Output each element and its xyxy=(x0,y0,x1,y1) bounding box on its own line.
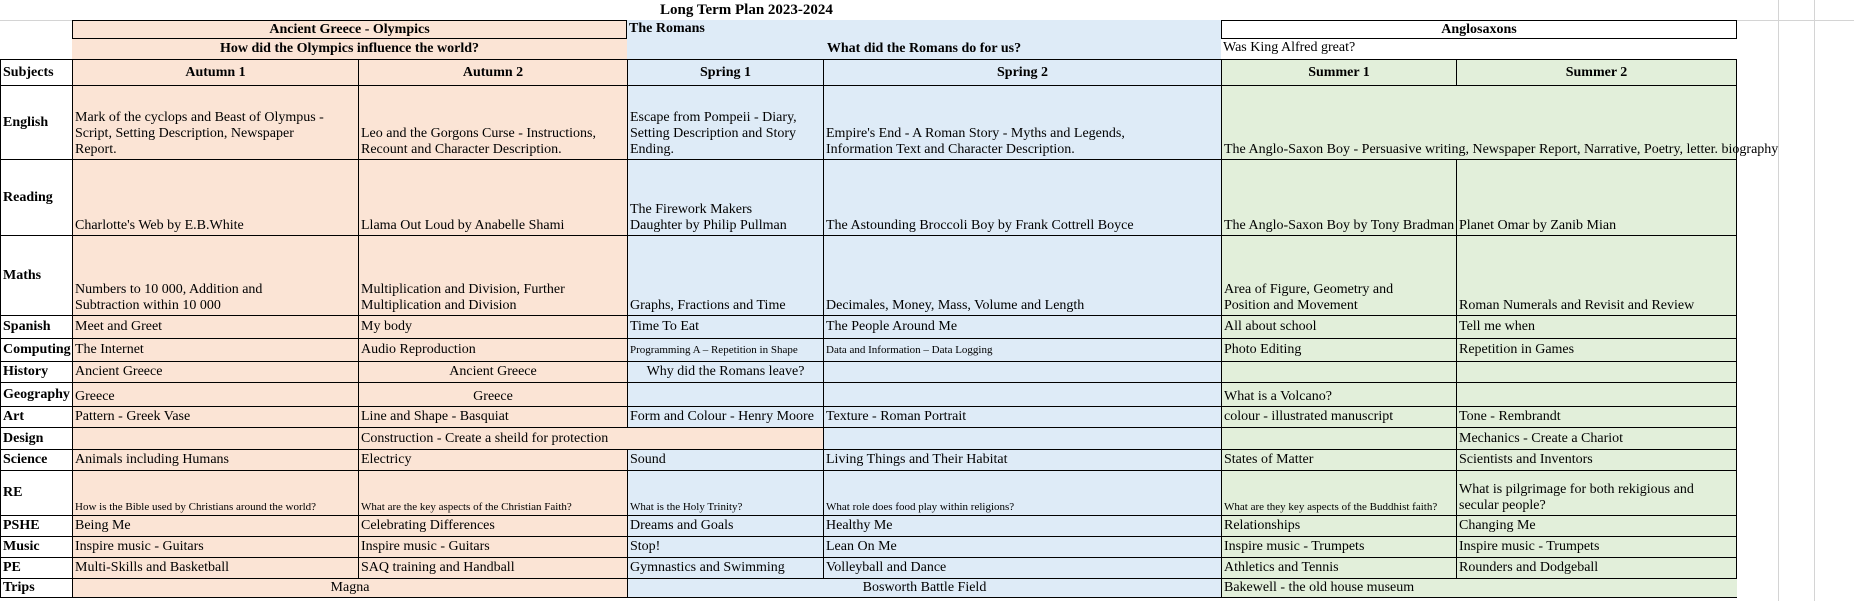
design-s2[interactable] xyxy=(823,427,1221,449)
spanish-a1[interactable] xyxy=(72,315,358,338)
spanish-su2[interactable] xyxy=(1456,315,1737,338)
english-s1[interactable] xyxy=(627,85,823,159)
header-spring-1[interactable] xyxy=(627,59,823,85)
music-su2-text: Inspire music - Trumpets xyxy=(1459,539,1600,554)
re-su1[interactable] xyxy=(1221,470,1456,515)
spanish-s2-text: The People Around Me xyxy=(826,319,958,334)
spanish-a1-text: Meet and Greet xyxy=(75,319,163,334)
reading-s1-line: The Firework Makers xyxy=(630,202,753,217)
re-su2-line: What is pilgrimage for both rekigious and xyxy=(1459,482,1694,497)
subject-art-text: Art xyxy=(3,409,24,424)
pe-su1[interactable] xyxy=(1221,557,1456,578)
geography-a1[interactable] xyxy=(72,382,358,406)
pe-su2-text: Rounders and Dodgeball xyxy=(1459,560,1599,575)
reading-a1-text: Charlotte's Web by E.B.White xyxy=(75,218,244,233)
maths-su1-line: Area of Figure, Geometry and xyxy=(1224,282,1394,297)
header-spring-2[interactable] xyxy=(823,59,1221,85)
question-romans[interactable]: What did the Romans do for us? xyxy=(627,39,1221,59)
computing-su2[interactable] xyxy=(1456,338,1737,361)
header-summer-2[interactable] xyxy=(1456,59,1737,85)
art-s1[interactable] xyxy=(627,406,823,427)
pshe-s2[interactable] xyxy=(823,515,1221,536)
english-a1-line: Script, Setting Description, Newspaper xyxy=(75,126,294,141)
subject-geography-text: Geography xyxy=(3,386,70,402)
reading-a2[interactable] xyxy=(358,159,627,235)
gridline xyxy=(1778,0,1779,601)
computing-su1[interactable] xyxy=(1221,338,1456,361)
subject-reading-text: Reading xyxy=(3,189,53,205)
pshe-su2-text: Changing Me xyxy=(1459,518,1536,533)
re-s1[interactable] xyxy=(627,470,823,515)
geography-a2-text: Greece xyxy=(473,389,513,404)
subject-music-text: Music xyxy=(3,539,40,554)
reading-s1[interactable] xyxy=(627,159,823,235)
pe-a2-text: SAQ training and Handball xyxy=(361,560,515,575)
maths-s1[interactable] xyxy=(627,235,823,315)
history-a2[interactable] xyxy=(358,361,627,382)
reading-su2[interactable] xyxy=(1456,159,1737,235)
reading-su1[interactable] xyxy=(1221,159,1456,235)
reading-s1-line: Daughter by Philip Pullman xyxy=(630,218,787,233)
subject-english-text: English xyxy=(3,114,49,130)
computing-s2-text: Data and Information – Data Logging xyxy=(826,343,993,356)
subject-pe[interactable] xyxy=(0,557,72,578)
trip-romans[interactable] xyxy=(627,578,1221,598)
reading-su1-text: The Anglo-Saxon Boy by Tony Bradman xyxy=(1224,218,1455,233)
pe-s2[interactable] xyxy=(823,557,1221,578)
science-s1[interactable] xyxy=(627,449,823,470)
re-s2[interactable] xyxy=(823,470,1221,515)
computing-s1[interactable] xyxy=(627,338,823,361)
english-summer-text: The Anglo-Saxon Boy - Persuasive writing, Newspaper Report, Narrative, Poetry, letter. biography xyxy=(1224,142,1779,157)
subject-design-text: Design xyxy=(3,430,44,446)
page-title: Long Term Plan 2023-2024 xyxy=(660,2,833,18)
header-summer-1[interactable] xyxy=(1221,59,1456,85)
topic-greece[interactable]: Ancient Greece - Olympics xyxy=(72,20,627,39)
english-a1-line: Mark of the cyclops and Beast of Olympus - xyxy=(75,110,324,125)
pe-a2[interactable] xyxy=(358,557,627,578)
maths-s2-text: Decimales, Money, Mass, Volume and Length xyxy=(826,298,1085,313)
english-a2[interactable] xyxy=(358,85,627,159)
design-su2-text: Mechanics - Create a Chariot xyxy=(1459,430,1624,446)
science-su1-text: States of Matter xyxy=(1224,452,1314,467)
re-a1[interactable] xyxy=(72,470,358,515)
music-s1[interactable] xyxy=(627,536,823,557)
subject-pshe[interactable] xyxy=(0,515,72,536)
reading-s2[interactable] xyxy=(823,159,1221,235)
design-su2[interactable] xyxy=(1456,427,1737,449)
music-a1[interactable] xyxy=(72,536,358,557)
trip-greece-text: Magna xyxy=(330,580,370,595)
music-s1-text: Stop! xyxy=(630,539,661,554)
pe-s2-text: Volleyball and Dance xyxy=(826,560,947,575)
maths-a1-line: Subtraction within 10 000 xyxy=(75,298,221,313)
music-su1-text: Inspire music - Trumpets xyxy=(1224,539,1365,554)
question-anglosaxons[interactable]: Was King Alfred great? xyxy=(1221,39,1737,59)
geography-su2[interactable] xyxy=(1456,382,1737,406)
music-a2-text: Inspire music - Guitars xyxy=(361,539,490,554)
subject-re[interactable] xyxy=(0,470,72,515)
history-su1[interactable] xyxy=(1221,361,1456,382)
subject-design[interactable] xyxy=(0,427,72,449)
science-s2-text: Living Things and Their Habitat xyxy=(826,452,1008,467)
pe-su2[interactable] xyxy=(1456,557,1737,578)
maths-su2[interactable] xyxy=(1456,235,1737,315)
art-su1-text: colour - illustrated manuscript xyxy=(1224,409,1394,424)
art-a2-text: Line and Shape - Basquiat xyxy=(361,409,509,424)
subject-geography[interactable] xyxy=(0,382,72,406)
science-su2[interactable] xyxy=(1456,449,1737,470)
english-s2[interactable] xyxy=(823,85,1221,159)
art-a2[interactable] xyxy=(358,406,627,427)
spanish-s1-text: Time To Eat xyxy=(630,319,700,334)
english-a2-line: Leo and the Gorgons Curse - Instructions, xyxy=(361,126,596,141)
header-autumn-1[interactable] xyxy=(72,59,358,85)
art-su2[interactable] xyxy=(1456,406,1737,427)
gridline xyxy=(1814,0,1815,601)
computing-a1-text: The Internet xyxy=(75,342,144,357)
maths-su1-line: Position and Movement xyxy=(1224,298,1358,313)
pe-s1-text: Gymnastics and Swimming xyxy=(630,560,785,575)
science-s2[interactable] xyxy=(823,449,1221,470)
spanish-a2[interactable] xyxy=(358,315,627,338)
header-subjects[interactable] xyxy=(0,59,72,85)
art-s2[interactable] xyxy=(823,406,1221,427)
spanish-s2[interactable] xyxy=(823,315,1221,338)
pshe-a1[interactable] xyxy=(72,515,358,536)
maths-a2-line: Multiplication and Division xyxy=(361,298,517,313)
art-s2-text: Texture - Roman Portrait xyxy=(826,409,967,424)
reading-su2-text: Planet Omar by Zanib Mian xyxy=(1459,218,1617,233)
art-a1-text: Pattern - Greek Vase xyxy=(75,409,191,424)
re-s2-text: What role does food play within religions? xyxy=(826,501,1015,513)
pe-a1[interactable] xyxy=(72,557,358,578)
subject-reading[interactable] xyxy=(0,159,72,235)
subject-trips[interactable] xyxy=(0,578,72,598)
subject-history-text: History xyxy=(3,364,49,379)
maths-a2[interactable] xyxy=(358,235,627,315)
reading-a1[interactable] xyxy=(72,159,358,235)
spanish-s1[interactable] xyxy=(627,315,823,338)
english-s2-line: Empire's End - A Roman Story - Myths and Legends, xyxy=(826,126,1125,141)
header-autumn-2[interactable] xyxy=(358,59,627,85)
english-summer[interactable] xyxy=(1221,85,1779,159)
header-spring-1-text: Spring 1 xyxy=(700,64,751,80)
pshe-a1-text: Being Me xyxy=(75,518,131,533)
spanish-su2-text: Tell me when xyxy=(1459,319,1535,334)
pe-a1-text: Multi-Skills and Basketball xyxy=(75,560,229,575)
re-a1-text: How is the Bible used by Christians around the world? xyxy=(75,501,317,513)
english-a2-line: Recount and Character Description. xyxy=(361,142,562,157)
re-a2-text: What are the key aspects of the Christian Faith? xyxy=(361,501,572,513)
pshe-su1[interactable] xyxy=(1221,515,1456,536)
subject-pe-text: PE xyxy=(3,560,21,575)
question-greece[interactable]: How did the Olympics influence the world? xyxy=(72,39,627,59)
pshe-su1-text: Relationships xyxy=(1224,518,1301,533)
english-s1-line: Ending. xyxy=(630,142,674,157)
header-autumn-1-text: Autumn 1 xyxy=(185,64,246,80)
topic-romans[interactable]: The Romans xyxy=(627,20,1221,39)
spanish-su1-text: All about school xyxy=(1224,319,1317,334)
english-a1-line: Report. xyxy=(75,142,117,157)
trip-romans-text: Bosworth Battle Field xyxy=(862,580,987,595)
pshe-s1-text: Dreams and Goals xyxy=(630,518,734,533)
re-su2-line: secular people? xyxy=(1459,498,1546,513)
music-a1-text: Inspire music - Guitars xyxy=(75,539,204,554)
pshe-a2-text: Celebrating Differences xyxy=(361,518,495,533)
english-a1[interactable] xyxy=(72,85,358,159)
english-s2-line: Information Text and Character Description. xyxy=(826,142,1075,157)
subject-history[interactable] xyxy=(0,361,72,382)
computing-su2-text: Repetition in Games xyxy=(1459,342,1575,357)
header-autumn-2-text: Autumn 2 xyxy=(462,64,524,80)
science-a2-text: Electricy xyxy=(361,452,412,467)
design-a2[interactable] xyxy=(358,427,823,449)
reading-a2-text: Llama Out Loud by Anabelle Shami xyxy=(361,218,565,233)
english-s1-line: Escape from Pompeii - Diary, xyxy=(630,110,797,125)
geography-a1-text: Greece xyxy=(75,389,115,404)
science-a2[interactable] xyxy=(358,449,627,470)
computing-a1[interactable] xyxy=(72,338,358,361)
trip-anglosaxons-text: Bakewell - the old house museum xyxy=(1224,580,1415,595)
science-a1-text: Animals including Humans xyxy=(75,452,229,467)
header-subjects-text: Subjects xyxy=(3,64,54,80)
history-a1-text: Ancient Greece xyxy=(75,364,163,379)
maths-a2-line: Multiplication and Division, Further xyxy=(361,282,565,297)
science-a1[interactable] xyxy=(72,449,358,470)
science-s1-text: Sound xyxy=(630,452,666,467)
subject-maths[interactable] xyxy=(0,235,72,315)
geography-s1[interactable] xyxy=(627,382,823,406)
geography-s2[interactable] xyxy=(823,382,1221,406)
subject-science-text: Science xyxy=(3,452,48,467)
topic-anglosaxons[interactable]: Anglosaxons xyxy=(1221,20,1737,39)
pe-su1-text: Athletics and Tennis xyxy=(1224,560,1339,575)
music-s2[interactable] xyxy=(823,536,1221,557)
art-su1[interactable] xyxy=(1221,406,1456,427)
history-a1[interactable] xyxy=(72,361,358,382)
subject-pshe-text: PSHE xyxy=(3,518,40,533)
spanish-su1[interactable] xyxy=(1221,315,1456,338)
music-su2[interactable] xyxy=(1456,536,1737,557)
maths-a1-line: Numbers to 10 000, Addition and xyxy=(75,282,263,297)
pshe-s1[interactable] xyxy=(627,515,823,536)
subject-spanish[interactable] xyxy=(0,315,72,338)
art-s1-text: Form and Colour - Henry Moore xyxy=(630,409,814,424)
subject-spanish-text: Spanish xyxy=(3,319,51,334)
reading-s2-text: The Astounding Broccoli Boy by Frank Cottrell Boyce xyxy=(826,218,1134,233)
subject-re-text: RE xyxy=(3,485,23,500)
subject-english[interactable] xyxy=(0,85,72,159)
pshe-a2[interactable] xyxy=(358,515,627,536)
design-a1[interactable] xyxy=(72,427,358,449)
computing-su1-text: Photo Editing xyxy=(1224,342,1302,357)
maths-su2-text: Roman Numerals and Revisit and Review xyxy=(1459,298,1695,313)
art-a1[interactable] xyxy=(72,406,358,427)
re-su2[interactable] xyxy=(1456,470,1737,515)
maths-s2[interactable] xyxy=(823,235,1221,315)
english-s1-line: Setting Description and Story xyxy=(630,126,797,141)
re-s1-text: What is the Holy Trinity? xyxy=(630,501,743,513)
maths-s1-text: Graphs, Fractions and Time xyxy=(630,298,786,313)
art-su2-text: Tone - Rembrandt xyxy=(1459,409,1561,424)
maths-su1[interactable] xyxy=(1221,235,1456,315)
history-s1[interactable] xyxy=(627,361,823,382)
subject-art[interactable] xyxy=(0,406,72,427)
header-spring-2-text: Spring 2 xyxy=(997,64,1048,80)
header-summer-1-text: Summer 1 xyxy=(1308,64,1370,80)
history-s2[interactable] xyxy=(823,361,1221,382)
science-su1[interactable] xyxy=(1221,449,1456,470)
science-su2-text: Scientists and Inventors xyxy=(1459,452,1593,467)
pshe-su2[interactable] xyxy=(1456,515,1737,536)
re-a2[interactable] xyxy=(358,470,627,515)
history-s1-text: Why did the Romans leave? xyxy=(646,364,805,379)
geography-su1[interactable] xyxy=(1221,382,1456,406)
history-su2[interactable] xyxy=(1456,361,1737,382)
history-a2-text: Ancient Greece xyxy=(449,364,537,379)
trip-greece[interactable] xyxy=(72,578,627,598)
pe-s1[interactable] xyxy=(627,557,823,578)
design-su1[interactable] xyxy=(1221,427,1456,449)
subject-maths-text: Maths xyxy=(3,267,42,283)
music-a2[interactable] xyxy=(358,536,627,557)
computing-a2-text: Audio Reproduction xyxy=(361,342,476,357)
trip-anglosaxons[interactable] xyxy=(1221,578,1737,598)
subject-music[interactable] xyxy=(0,536,72,557)
re-su1-text: What are they key aspects of the Buddhist faith? xyxy=(1224,501,1438,513)
subject-trips-text: Trips xyxy=(3,580,35,595)
subject-computing[interactable] xyxy=(0,338,72,361)
maths-a1[interactable] xyxy=(72,235,358,315)
design-a2-text: Construction - Create a sheild for protection xyxy=(361,430,609,446)
subject-science[interactable] xyxy=(0,449,72,470)
header-summer-2-text: Summer 2 xyxy=(1565,64,1628,80)
music-s2-text: Lean On Me xyxy=(826,539,897,554)
geography-a2[interactable] xyxy=(358,382,627,406)
pshe-s2-text: Healthy Me xyxy=(826,518,893,533)
computing-s2[interactable] xyxy=(823,338,1221,361)
spanish-a2-text: My body xyxy=(361,319,412,334)
computing-s1-text: Programming A – Repetition in Shape xyxy=(630,343,798,356)
music-su1[interactable] xyxy=(1221,536,1456,557)
computing-a2[interactable] xyxy=(358,338,627,361)
geography-su1-text: What is a Volcano? xyxy=(1224,389,1332,404)
subject-computing-text: Computing xyxy=(3,342,71,357)
